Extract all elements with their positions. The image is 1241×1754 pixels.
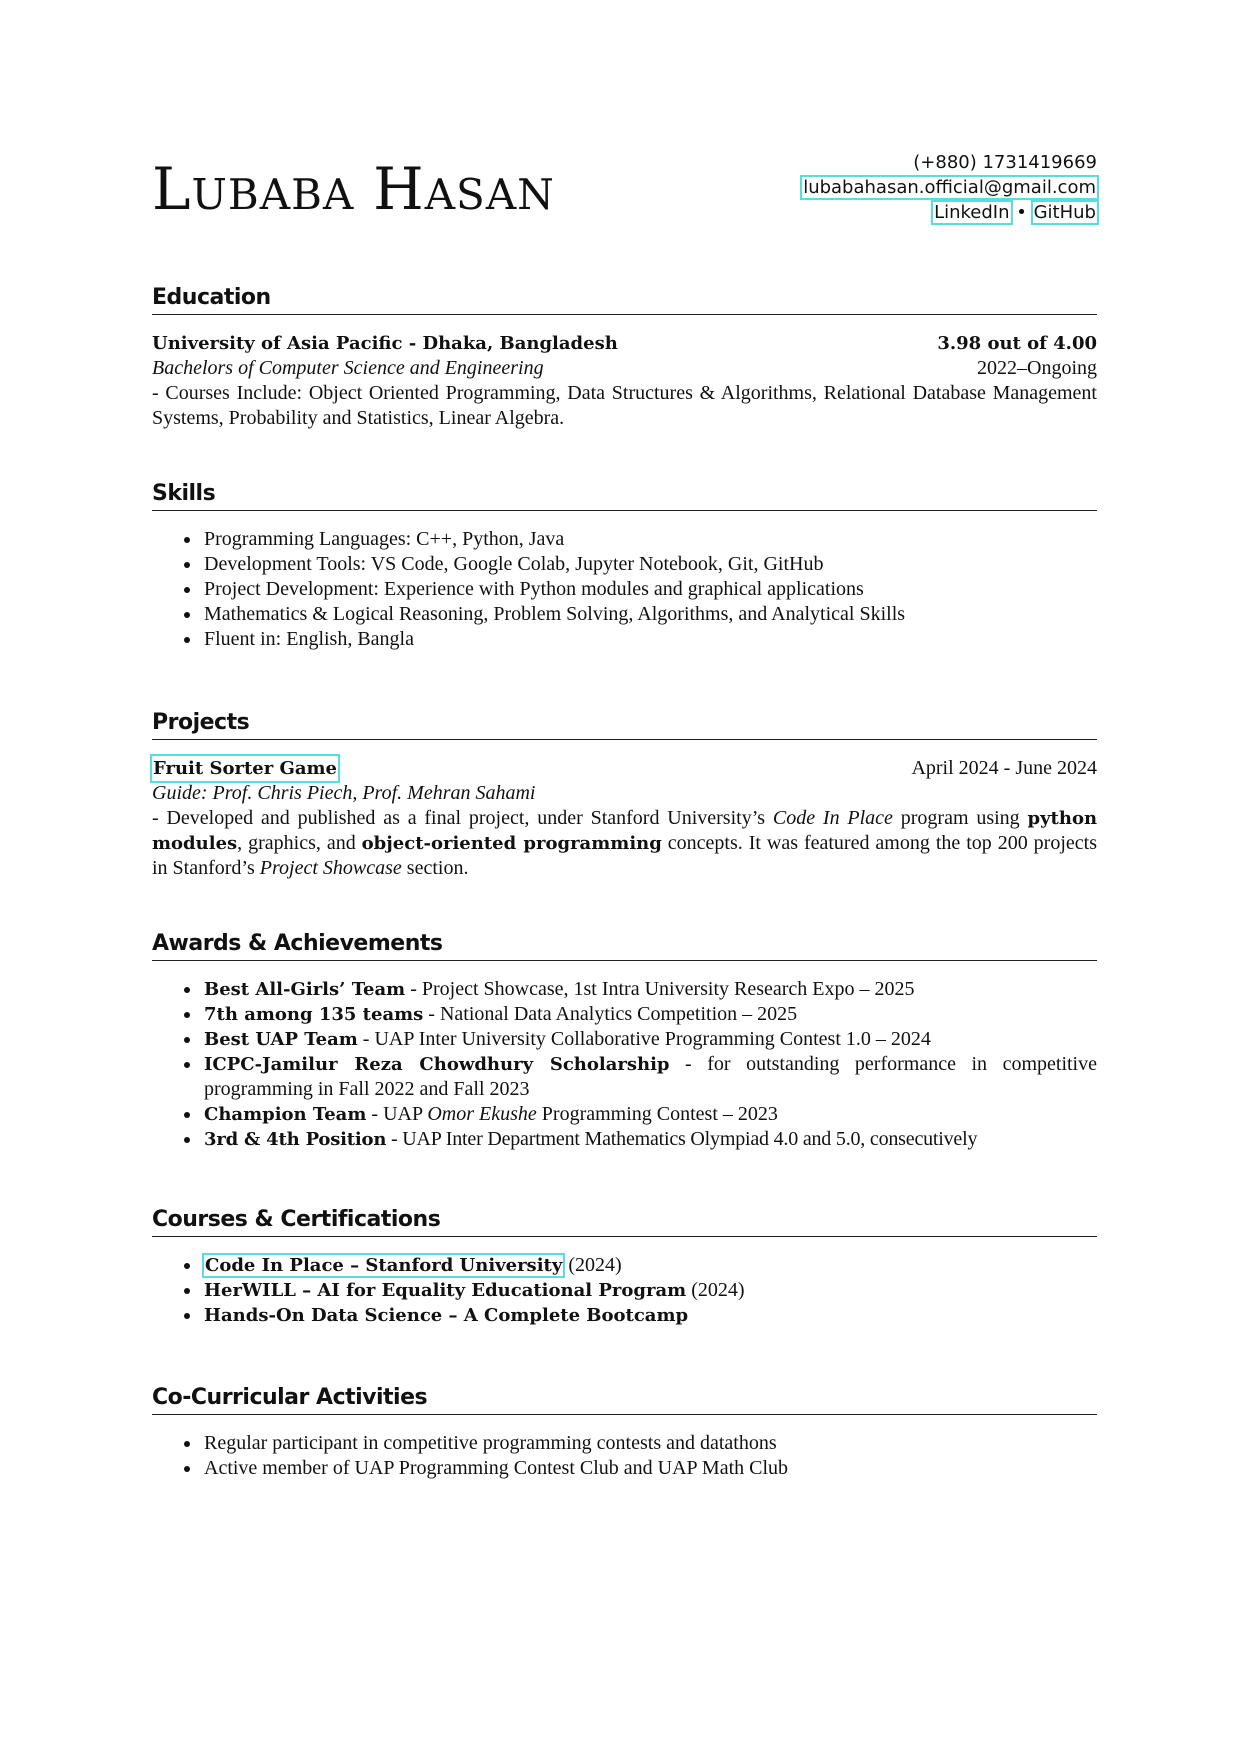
list-item: Development Tools: VS Code, Google Colab, Jupyter Notebook, Git, GitHub [152, 552, 1097, 577]
desc-text: section. [406, 857, 469, 879]
award-title: 7th among 135 teams [204, 1004, 424, 1025]
list-item [152, 1127, 1097, 1152]
section-title: Projects [152, 710, 250, 735]
name-rest-first: UBABA [191, 170, 355, 219]
award-detail: - UAP Inter University Collaborative Programming Contest 1.0 – 2024 [357, 1028, 931, 1050]
project-guide: Guide: Prof. Chris Piech, Prof. Mehran Sahami [152, 782, 536, 804]
course-link[interactable]: Code In Place – Stanford University [205, 1255, 563, 1276]
desc-italic: Code In Place [772, 807, 893, 829]
desc-bold: object-oriented programming [361, 833, 662, 854]
desc-text: - Developed and published as a final project, under Stanford University’s [152, 807, 766, 829]
award-detail: Programming Contest – 2023 [536, 1103, 778, 1125]
list-item [152, 1253, 1097, 1278]
list-item [152, 977, 1097, 1002]
projects-section [152, 709, 1097, 881]
email-link[interactable]: lubabahasan.official@gmail.com [803, 177, 1096, 198]
list-item [152, 1303, 1097, 1328]
award-detail: - National Data Analytics Competition – 2025 [423, 1003, 798, 1025]
course-title: Hands-On Data Science – A Complete Bootcamp [204, 1305, 689, 1326]
name-initial-first: L [152, 155, 192, 223]
contact-block [802, 150, 1097, 225]
award-italic: Omor Ekushe [427, 1103, 537, 1125]
courses-text: - Courses Include: Object Oriented Programming, Data Structures & Algorithms, Relational Database Management Systems, Probability and Statistics, Linear Algebra. [152, 382, 1097, 429]
bullet-separator: • [1016, 202, 1027, 223]
courses-list [152, 1253, 1097, 1328]
course-title: HerWILL – AI for Equality Educational Program [204, 1280, 687, 1301]
name-initial-last: H [373, 155, 425, 223]
award-detail: - UAP Inter Department Mathematics Olympiad 4.0 and 5.0, consecutively [386, 1128, 978, 1150]
gpa: 3.98 out of 4.00 [937, 333, 1097, 354]
section-title: Education [152, 285, 271, 310]
skills-list [152, 527, 1097, 652]
phone-number: (+880) 1731419669 [913, 152, 1097, 173]
linkedin-link[interactable]: LinkedIn [934, 202, 1010, 223]
list-item: Mathematics & Logical Reasoning, Problem Solving, Algorithms, and Analytical Skills [152, 602, 1097, 627]
list-item: Programming Languages: C++, Python, Java [152, 527, 1097, 552]
list-item [152, 1052, 1097, 1102]
project-description [152, 806, 1097, 881]
list-item: Project Development: Experience with Python modules and graphical applications [152, 577, 1097, 602]
activities-section [152, 1384, 1097, 1481]
award-title: Best UAP Team [204, 1029, 358, 1050]
list-item: Active member of UAP Programming Contest Club and UAP Math Club [152, 1456, 1097, 1481]
award-detail: - Project Showcase, 1st Intra University Research Expo – 2025 [405, 978, 915, 1000]
course-year: (2024) [686, 1279, 745, 1301]
education-dates: 2022–Ongoing [977, 357, 1097, 379]
desc-italic: Project Showcase [259, 857, 402, 879]
list-item: Fluent in: English, Bangla [152, 627, 1097, 652]
project-dates: April 2024 - June 2024 [911, 757, 1097, 779]
list-item [152, 1278, 1097, 1303]
section-title: Skills [152, 481, 216, 506]
award-title: Best All-Girls’ Team [204, 979, 406, 1000]
degree: Bachelors of Computer Science and Engineering [152, 357, 544, 379]
name-rest-last: ASAN [424, 170, 555, 219]
section-title: Courses & Certifications [152, 1207, 441, 1232]
desc-text: concepts. It was featured among the top 200 projects in Stanford’s [152, 832, 1097, 879]
skills-section [152, 480, 1097, 652]
github-link[interactable]: GitHub [1033, 202, 1096, 223]
section-title: Co-Curricular Activities [152, 1385, 428, 1410]
desc-bold: python modules [152, 808, 1098, 854]
section-title: Awards & Achievements [152, 931, 443, 956]
list-item [152, 1027, 1097, 1052]
award-title: ICPC-Jamilur Reza Chowdhury Scholarship [204, 1054, 670, 1075]
education-section [152, 284, 1097, 431]
list-item [152, 1002, 1097, 1027]
award-title: 3rd & 4th Position [204, 1129, 387, 1150]
list-item [152, 1102, 1097, 1127]
school-name: University of Asia Pacific - Dhaka, Bangladesh [152, 333, 618, 354]
resume-header [152, 150, 1097, 230]
awards-list [152, 977, 1097, 1152]
course-year: (2024) [563, 1254, 622, 1276]
courses-section [152, 1206, 1097, 1328]
person-name [152, 155, 555, 223]
desc-text: , graphics, and [237, 832, 356, 854]
award-detail: - for outstanding performance in competitive programming in Fall 2022 and Fall 2023 [204, 1053, 1097, 1100]
award-title: Champion Team [204, 1104, 367, 1125]
award-detail: - UAP [366, 1103, 428, 1125]
desc-text: program using [900, 807, 1020, 829]
project-link[interactable]: Fruit Sorter Game [153, 758, 337, 779]
activities-list [152, 1431, 1097, 1481]
awards-section [152, 930, 1097, 1152]
resume-page [152, 0, 1097, 1754]
list-item: Regular participant in competitive programming contests and datathons [152, 1431, 1097, 1456]
